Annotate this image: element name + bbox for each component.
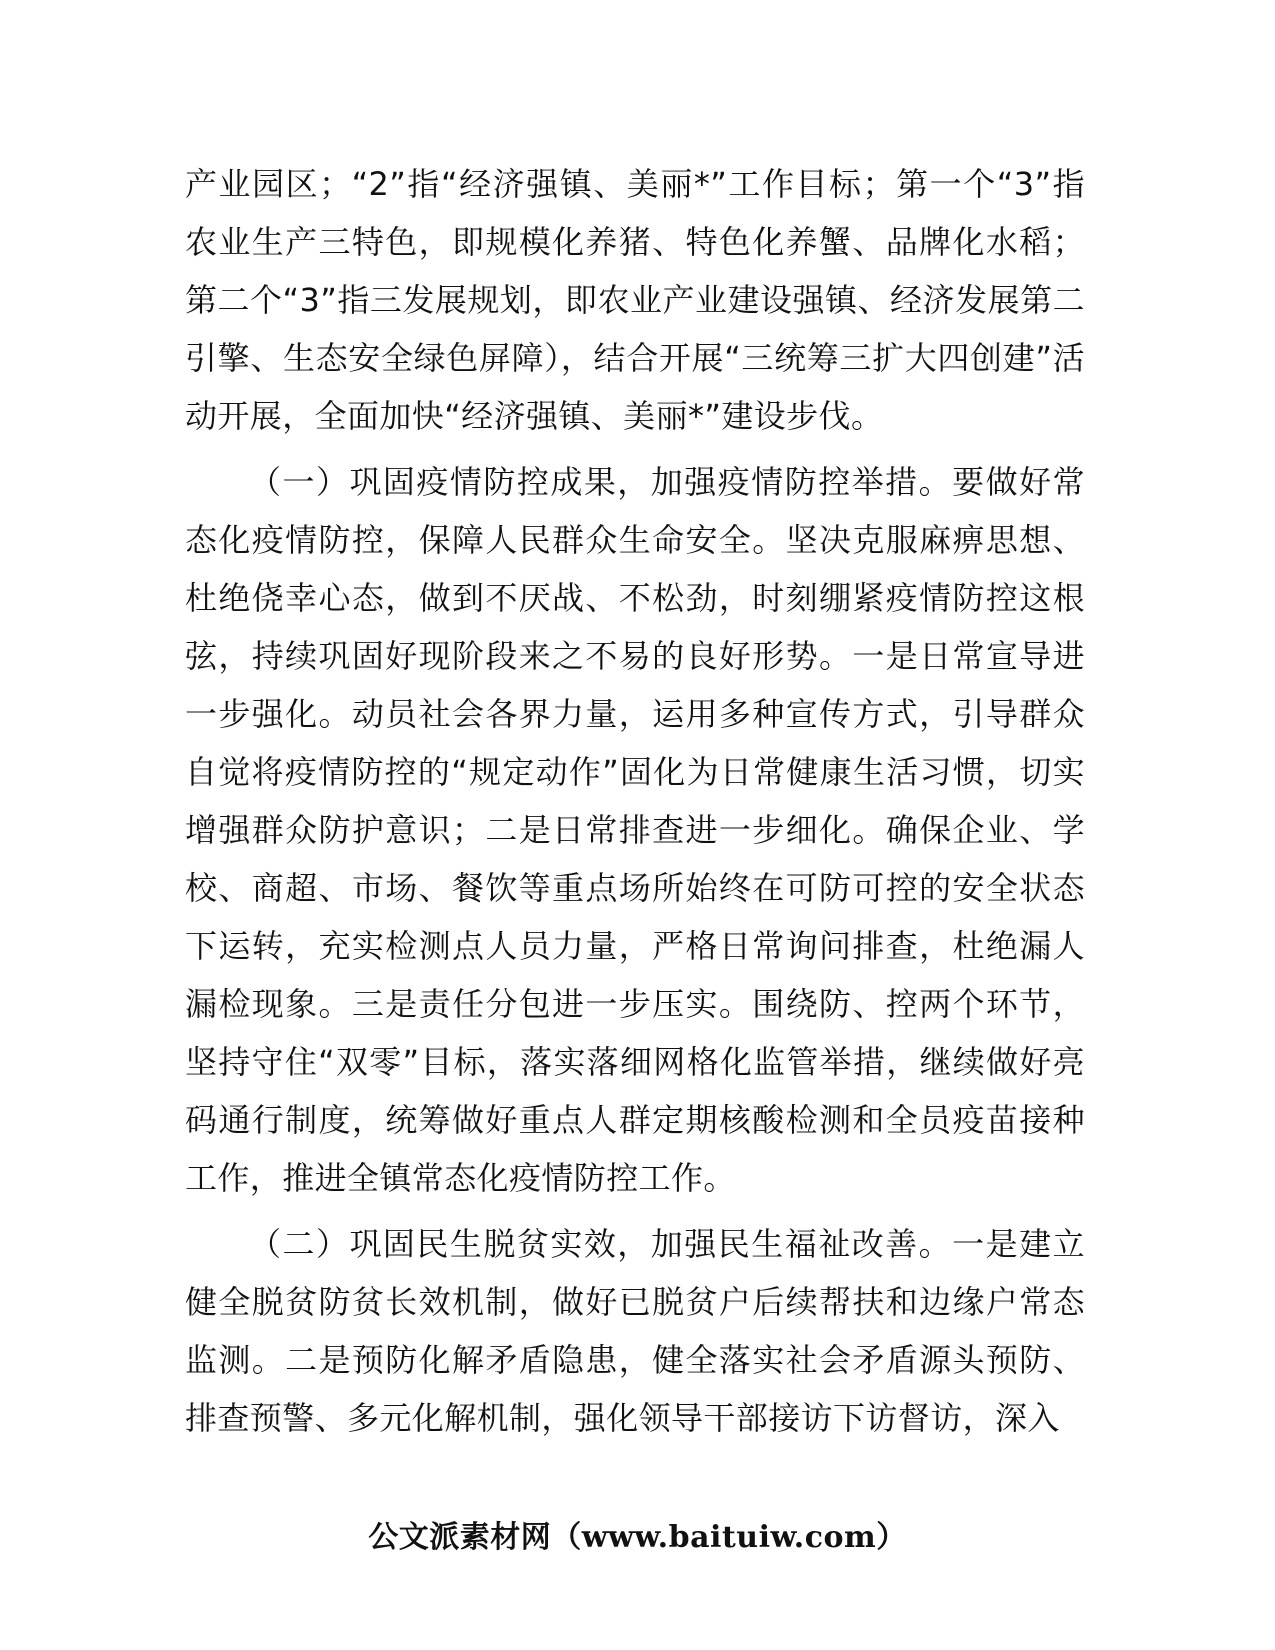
paragraph-continuation: 产业园区；“2”指“经济强镇、美丽*”工作目标；第一个“3”指农业生产三特色，即规模化养猪、特色化养蟹、品牌化水稻；第二个“3”指三发展规划，即农业产业建设强镇、经济发展第二引擎、生态安全绿色屏障），结合开展“三统筹三扩大四创建”活动开展，全面加快“经济强镇、美丽*”建设步伐。 (185, 165, 1085, 435)
paragraph-section-two: （二）巩固民生脱贫实效，加强民生福祉改善。一是建立健全脱贫防贫长效机制，做好已脱贫户后续帮扶和边缘户常态监测。二是预防化解矛盾隐患，健全落实社会矛盾源头预防、排查预警、多元化解机制，强化领导干部接访下访督访，深入 (185, 1225, 1085, 1437)
paragraph-section-one: （一）巩固疫情防控成果，加强疫情防控举措。要做好常态化疫情防控，保障人民群众生命安全。坚决克服麻痹思想、杜绝侥幸心态，做到不厌战、不松劲，时刻绷紧疫情防控这根弦，持续巩固好现阶段来之不易的良好形势。一是日常宣导进一步强化。动员社会各界力量，运用多种宣传方式，引导群众自觉将疫情防控的“规定动作”固化为日常健康生活习惯，切实增强群众防护意识；二是日常排查进一步细化。确保企业、学校、商超、市场、餐饮等重点场所始终在可防可控的安全状态下运转，充实检测点人员力量，严格日常询问排查，杜绝漏人漏检现象。三是责任分包进一步压实。围绕防、控两个环节，坚持守住“双零”目标，落实落细网格化监管举措，继续做好亮码通行制度，统筹做好重点人群定期核酸检测和全员疫苗接种工作，推进全镇常态化疫情防控工作。 (185, 463, 1085, 1197)
footer-watermark: 公文派素材网（www.baituiw.com） (368, 1520, 907, 1555)
document-body (185, 155, 1085, 1455)
